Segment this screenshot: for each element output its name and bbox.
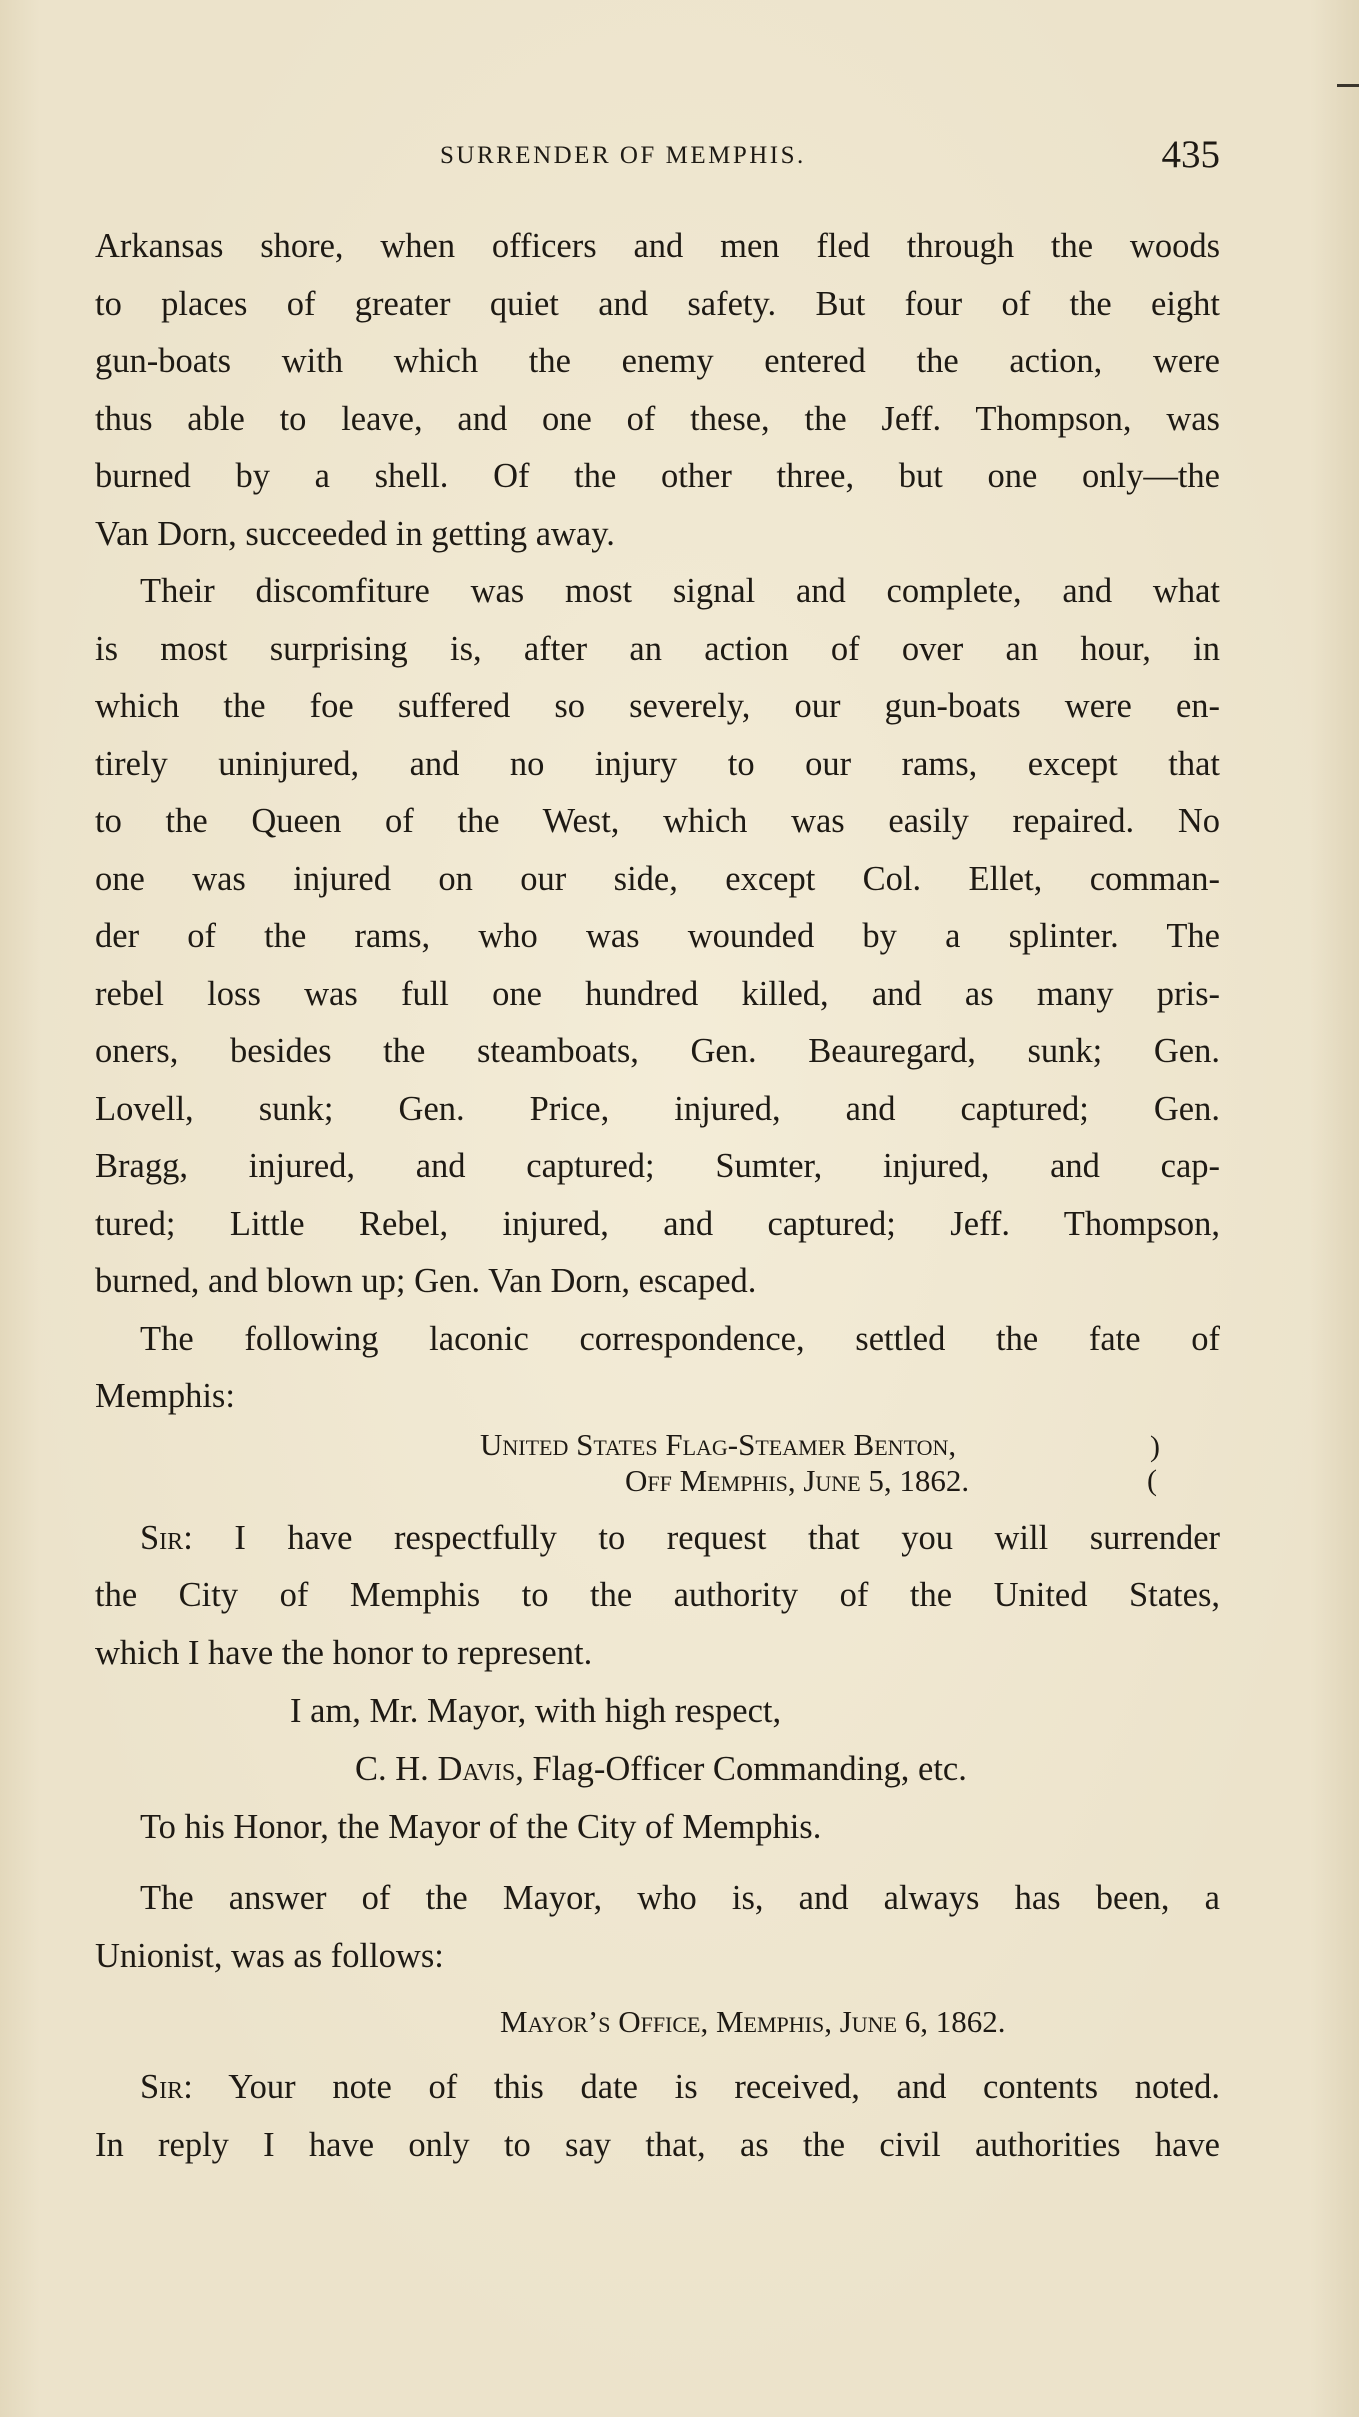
letter-body-line: which I have the honor to represent.	[95, 1633, 593, 1672]
paragraph-2	[95, 563, 1220, 1311]
text-line: Their discomfiture was most signal and complete, and what	[140, 572, 1220, 610]
text-line: oners, besides the steamboats, Gen. Beauregard, sunk; Gen.	[95, 1032, 1220, 1070]
text-line: Lovell, sunk; Gen. Price, injured, and captured; Gen.	[95, 1089, 1220, 1128]
paragraph-4	[95, 1870, 1220, 1985]
text-line: is most surprising is, after an action of over an hour, in	[95, 629, 1220, 668]
text-line: Unionist, was as follows:	[95, 1936, 444, 1975]
text-line: der of the rams, who was wounded by a splinter. The	[95, 917, 1220, 955]
brace-mark: (	[1147, 1463, 1157, 1497]
text-line: one was injured on our side, except Col. Ellet, comman-	[95, 859, 1220, 898]
text-line: The following laconic correspondence, settled the fate of	[140, 1319, 1220, 1358]
page-number: 435	[1161, 133, 1220, 176]
paragraph-1	[95, 218, 1220, 563]
text-line: Memphis:	[95, 1377, 235, 1415]
text-line: burned by a shell. Of the other three, but one only—the	[95, 457, 1220, 495]
salutation: Sir	[140, 1518, 184, 1557]
letter-body-text: : Your note of this date is received, and contents noted.	[183, 2068, 1220, 2106]
page-edge-mark	[1337, 84, 1359, 87]
letter-addressee: To his Honor, the Mayor of the City of Memphis.	[140, 1808, 822, 1846]
letter-from-davis	[95, 1426, 1220, 1857]
brace-mark: )	[1150, 1429, 1160, 1463]
letter-from-mayor	[95, 1993, 1220, 2174]
text-line: tured; Little Rebel, injured, and captured; Jeff. Thompson,	[95, 1204, 1220, 1243]
letter-body-line	[95, 2059, 1220, 2117]
page-body	[95, 218, 1220, 2174]
dateline-line-1: United States Flag-Steamer Benton,	[480, 1426, 957, 1462]
text-line: The answer of the Mayor, who is, and always has been, a	[140, 1879, 1220, 1917]
running-head: SURRENDER OF MEMPHIS.	[440, 142, 806, 169]
text-line: thus able to leave, and one of these, the Jeff. Thompson, was	[95, 399, 1220, 438]
text-line: to places of greater quiet and safety. But four of the eight	[95, 284, 1220, 323]
text-line: Arkansas shore, when officers and men fled through the woods	[95, 227, 1220, 265]
text-line: Bragg, injured, and captured; Sumter, injured, and cap-	[95, 1147, 1220, 1185]
letter-dateline	[95, 1426, 1220, 1502]
letter-signature	[95, 1740, 1220, 1798]
letter-body-line: the City of Memphis to the authority of the United States,	[95, 1576, 1220, 1614]
signature-name: Davis	[437, 1750, 516, 1788]
text-line: burned, and blown up; Gen. Van Dorn, escaped.	[95, 1262, 757, 1300]
paragraph-3	[95, 1311, 1220, 1426]
salutation: Sir	[140, 2068, 184, 2106]
text-line: gun-boats with which the enemy entered the action, were	[95, 342, 1220, 380]
letter-body-line: In reply I have only to say that, as the civil authorities have	[95, 2125, 1220, 2164]
text-line: to the Queen of the West, which was easily repaired. No	[95, 802, 1220, 840]
letter-body-text: : I have respectfully to request that you will surrender	[183, 1518, 1220, 1557]
text-line: rebel loss was full one hundred killed, and as many pris-	[95, 974, 1220, 1013]
text-line: Van Dorn, succeeded in getting away.	[95, 514, 615, 553]
signature-title: , Flag-Officer Commanding, etc.	[515, 1750, 967, 1788]
mayor-dateline: Mayor’s Office, Memphis, June 6, 1862.	[500, 2004, 1006, 2039]
letter-body-line	[95, 1510, 1220, 1568]
page-header	[95, 133, 1220, 188]
text-line: tirely uninjured, and no injury to our rams, except that	[95, 744, 1220, 783]
text-line: which the foe suffered so severely, our gun-boats were en-	[95, 687, 1220, 725]
letter-closing: I am, Mr. Mayor, with high respect,	[290, 1692, 782, 1730]
dateline-line-2: Off Memphis, June 5, 1862.	[625, 1462, 970, 1498]
signature-prefix: C. H.	[355, 1750, 438, 1788]
